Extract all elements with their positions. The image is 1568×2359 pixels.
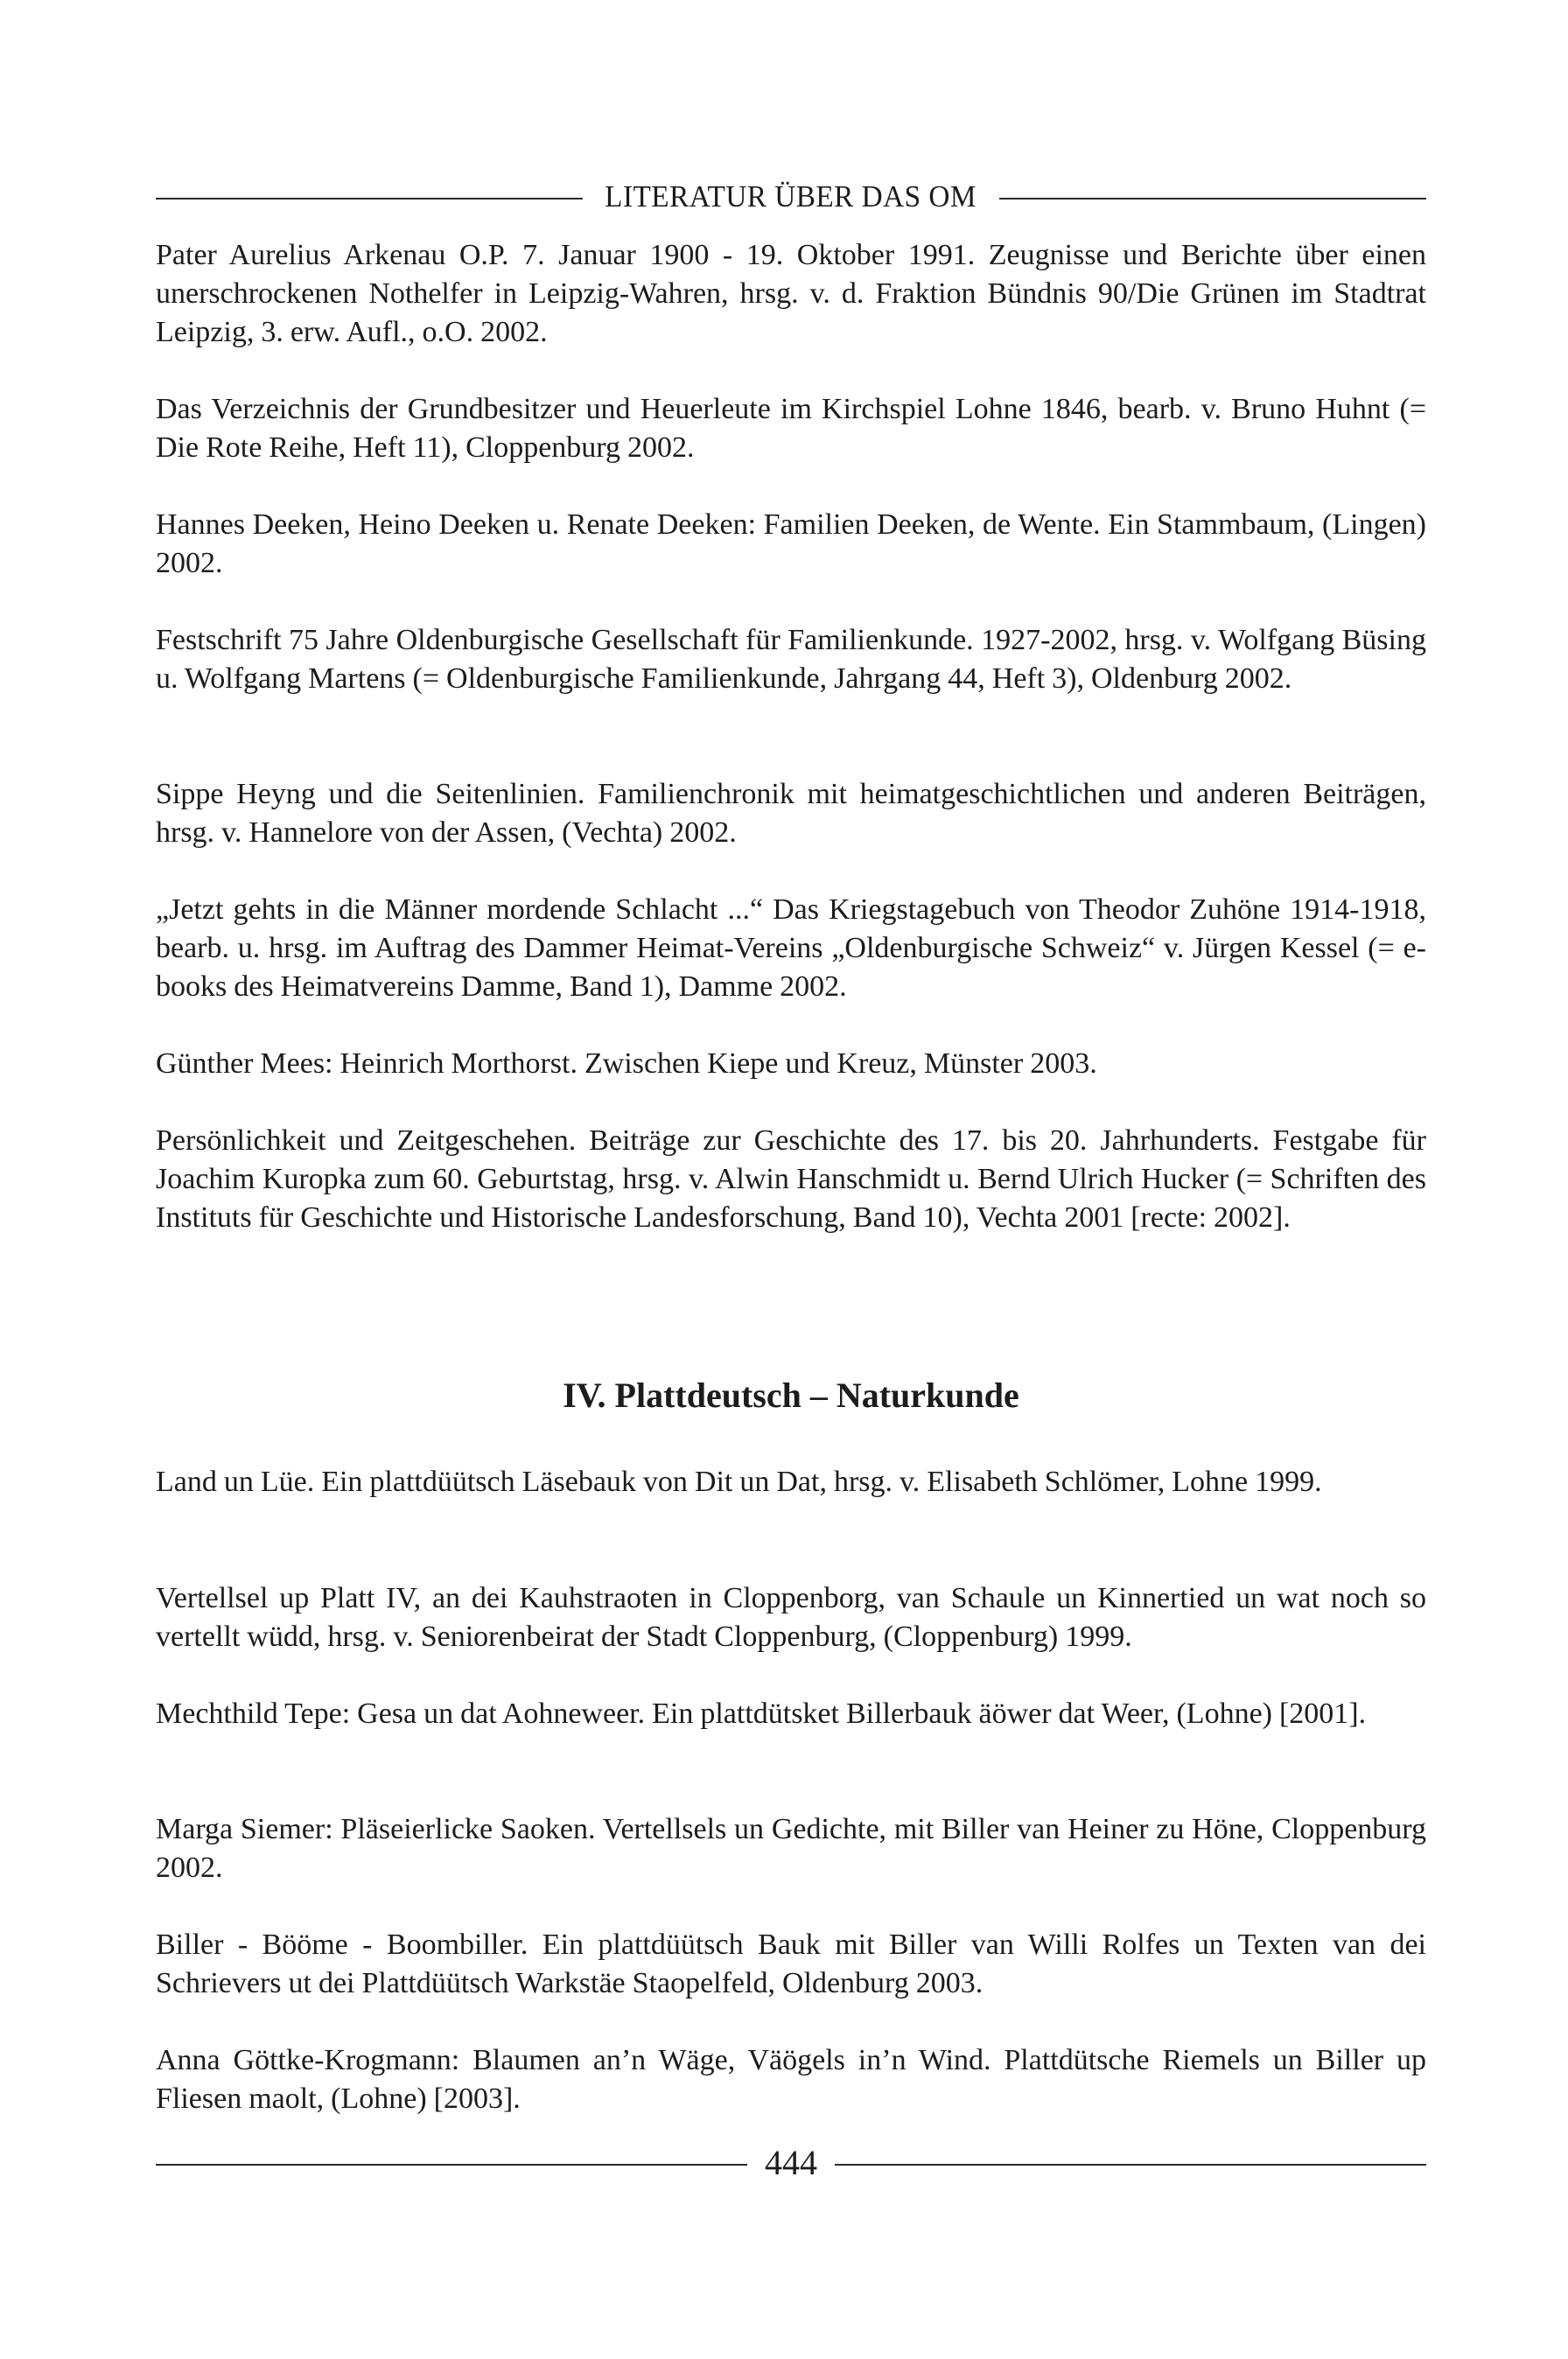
bibliography-entry: Marga Siemer: Pläseierlicke Saoken. Vertellsels un Gedichte, mit Biller van Heiner zu Höne, Cloppenburg 2002. xyxy=(156,1813,1426,1884)
bibliography-entry: Anna Göttke-Krogmann: Blaumen an’n Wäge, Väögels in’n Wind. Plattdütsche Riemels un Biller up Fliesen maolt, (Lohne) [2003]. xyxy=(156,2044,1426,2115)
bibliography-entry: Land un Lüe. Ein plattdüütsch Läsebauk von Dit un Dat, hrsg. v. Elisabeth Schlömer, Lohne 1999. xyxy=(156,1466,1322,1498)
bibliography-entry: Hannes Deeken, Heino Deeken u. Renate Deeken: Familien Deeken, de Wente. Ein Stammbaum, (Lingen) 2002. xyxy=(156,508,1426,579)
bibliography-entry: Günther Mees: Heinrich Morthorst. Zwischen Kiepe und Kreuz, Münster 2003. xyxy=(156,1047,1097,1080)
bibliography-entry: Pater Aurelius Arkenau O.P. 7. Januar 1900 - 19. Oktober 1991. Zeugnisse und Berichte über einen unerschrockenen Nothelfer in Leipzig-Wahren, hrsg. v. d. Fraktion Bündnis 90/Die Grünen im Stadtrat Leipzig, 3. erw. Aufl., o.O. 2002. xyxy=(156,239,1426,348)
page-number: 444 xyxy=(765,2143,817,2182)
footer-rule-left xyxy=(156,2164,747,2166)
page-footer xyxy=(156,2142,1426,2183)
bibliography-entry: Das Verzeichnis der Grundbesitzer und Heuerleute im Kirchspiel Lohne 1846, bearb. v. Bruno Huhnt (= Die Rote Reihe, Heft 11), Cloppenburg 2002. xyxy=(156,393,1426,464)
running-head xyxy=(156,179,1426,214)
running-head-title: LITERATUR ÜBER DAS OM xyxy=(605,179,977,214)
bibliography-entry: „Jetzt gehts in die Männer mordende Schlacht ...“ Das Kriegstagebuch von Theodor Zuhöne 1914-1918, bearb. u. hrsg. im Auftrag des Dammer Heimat-Vereins „Oldenburgische Schweiz“ v. Jürgen Kessel (= e-books des Heimatvereins Damme, Band 1), Damme 2002. xyxy=(156,893,1426,1003)
bibliography-entry: Vertellsel up Platt IV, an dei Kauhstraoten in Cloppenborg, van Schaule un Kinnertied un wat noch so vertellt wüdd, hrsg. v. Seniorenbeirat der Stadt Cloppenburg, (Cloppenburg) 1999. xyxy=(156,1582,1426,1653)
bibliography-entry: Biller - Bööme - Boombiller. Ein plattdüütsch Bauk mit Biller van Willi Rolfes un Texten van dei Schrievers ut dei Plattdüütsch Warkstäe Staopelfeld, Oldenburg 2003. xyxy=(156,1928,1426,1999)
section-heading: IV. Plattdeutsch – Naturkunde xyxy=(563,1376,1019,1415)
footer-rule-right xyxy=(835,2164,1426,2166)
header-rule-left xyxy=(156,198,583,200)
bibliography-entry: Persönlichkeit und Zeitgeschehen. Beiträge zur Geschichte des 17. bis 20. Jahrhunderts. Festgabe für Joachim Kuropka zum 60. Geburtstag, hrsg. v. Alwin Hanschmidt u. Bernd Ulrich Hucker (= Schriften des Instituts für Geschichte und Historische Landesforschung, Band 10), Vechta 2001 [recte: 2002]. xyxy=(156,1124,1426,1234)
bibliography-entry: Festschrift 75 Jahre Oldenburgische Gesellschaft für Familienkunde. 1927-2002, hrsg. v. Wolfgang Büsing u. Wolfgang Martens (= Oldenburgische Familienkunde, Jahrgang 44, Heft 3), Oldenburg 2002. xyxy=(156,624,1426,695)
bibliography-entry: Sippe Heyng und die Seitenlinien. Familienchronik mit heimatgeschichtlichen und anderen Beiträgen, hrsg. v. Hannelore von der Assen, (Vechta) 2002. xyxy=(156,778,1426,849)
bibliography-entry: Mechthild Tepe: Gesa un dat Aohneweer. Ein plattdütsket Billerbauk äöwer dat Weer, (Lohne) [2001]. xyxy=(156,1698,1367,1730)
header-rule-right xyxy=(999,198,1426,200)
